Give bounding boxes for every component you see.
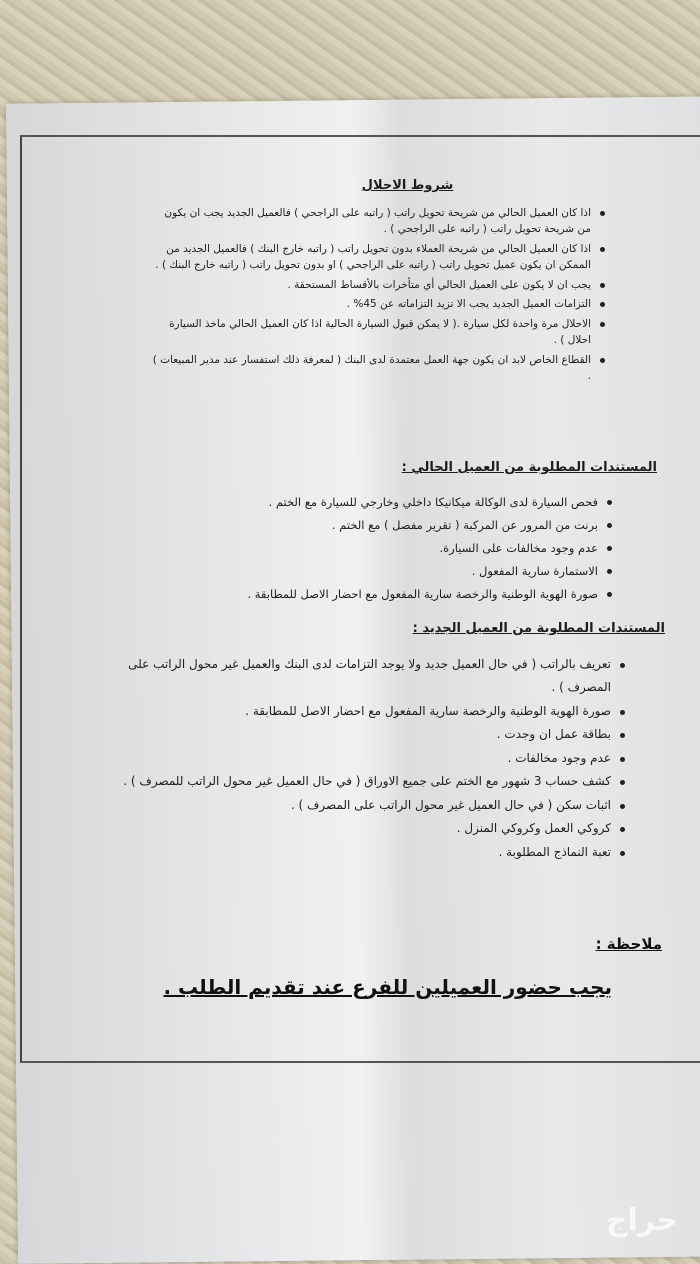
note-text: يجب حضور العميلين للفرع عند تقديم الطلب .: [163, 975, 612, 999]
section-title: شروط الاحلال: [361, 178, 454, 193]
list-item: اثبات سكن ( في حال العميل غير محول الراتب على المصرف ) .: [120, 794, 611, 818]
section-title: المستندات المطلوبة من العميل الجديد :: [412, 621, 665, 636]
current-client-documents-section: [142, 456, 657, 606]
list-item: بطاقة عمل ان وجدت .: [120, 723, 611, 747]
list-item: القطاع الخاص لابد ان يكون جهة العمل معتمدة لدى البنك ( لمعرفة ذلك استفسار عند مدير المبيعات ) .: [150, 352, 591, 385]
list-item: اذا كان العميل الحالي من شريحة تحويل راتب ( راتبه على الراجحي ) فالعميل الجديد يجب ان يكون من شريحة تحويل راتب ( راتبه على الراجحي ) .: [150, 205, 591, 238]
list-item: كروكي العمل وكروكي المنزل .: [120, 817, 611, 841]
list-item: تعبة النماذج المطلوبة .: [120, 841, 611, 865]
list-item: برنت من المرور عن المركبة ( تقرير مفصل ) مع الختم .: [142, 514, 598, 537]
replacement-conditions-section: [150, 178, 605, 388]
list-item: تعريف بالراتب ( في حال العميل جديد ولا يوجد التزامات لدى البنك والعميل غير محول الراتب على المصرف ) .: [120, 653, 611, 700]
list-item: صورة الهوية الوطنية والرخصة سارية المفعول مع احضار الاصل للمطابقة .: [142, 583, 598, 606]
list-item: فحص السيارة لدى الوكالة ميكانيكا داخلي وخارجي للسيارة مع الختم .: [142, 491, 598, 514]
list-item: عدم وجود مخالفات .: [120, 747, 611, 771]
note-label: ملاحظة :: [595, 935, 662, 953]
list-item: الاحلال مرة واحدة لكل سيارة .( لا يمكن قبول السيارة الحالية اذا كان العميل الحالي ماخذ السيارة احلال ) .: [150, 316, 591, 349]
list-item: صورة الهوية الوطنية والرخصة سارية المفعول مع احضار الاصل للمطابقة .: [120, 700, 611, 724]
list-item: التزامات العميل الجديد يجب الا تزيد التزاماته عن 45% .: [150, 296, 591, 313]
watermark-logo: حراج: [605, 1203, 678, 1238]
list-item: الاستمارة سارية المفعول .: [142, 560, 598, 583]
new-client-documents-section: [120, 617, 665, 864]
list-item: عدم وجود مخالفات على السيارة.: [142, 537, 598, 560]
list-item: يجب ان لا يكون على العميل الحالي أي متأخرات بالأقساط المستحقة .: [150, 277, 591, 294]
list-item: كشف حساب 3 شهور مع الختم على جميع الاوراق ( في حال العميل غير محول الراتب للمصرف ) .: [120, 770, 611, 794]
section-title: المستندات المطلوبة من العميل الحالي :: [401, 460, 657, 475]
list-item: اذا كان العميل الحالي من شريحة العملاء بدون تحويل راتب ( راتبه خارج البنك ) فالعميل الجديد من الممكن ان يكون عميل تحويل راتب ( راتبه على الراجحي ) او بدون تحويل راتب ( راتبه خارج البنك ) .: [150, 241, 591, 274]
